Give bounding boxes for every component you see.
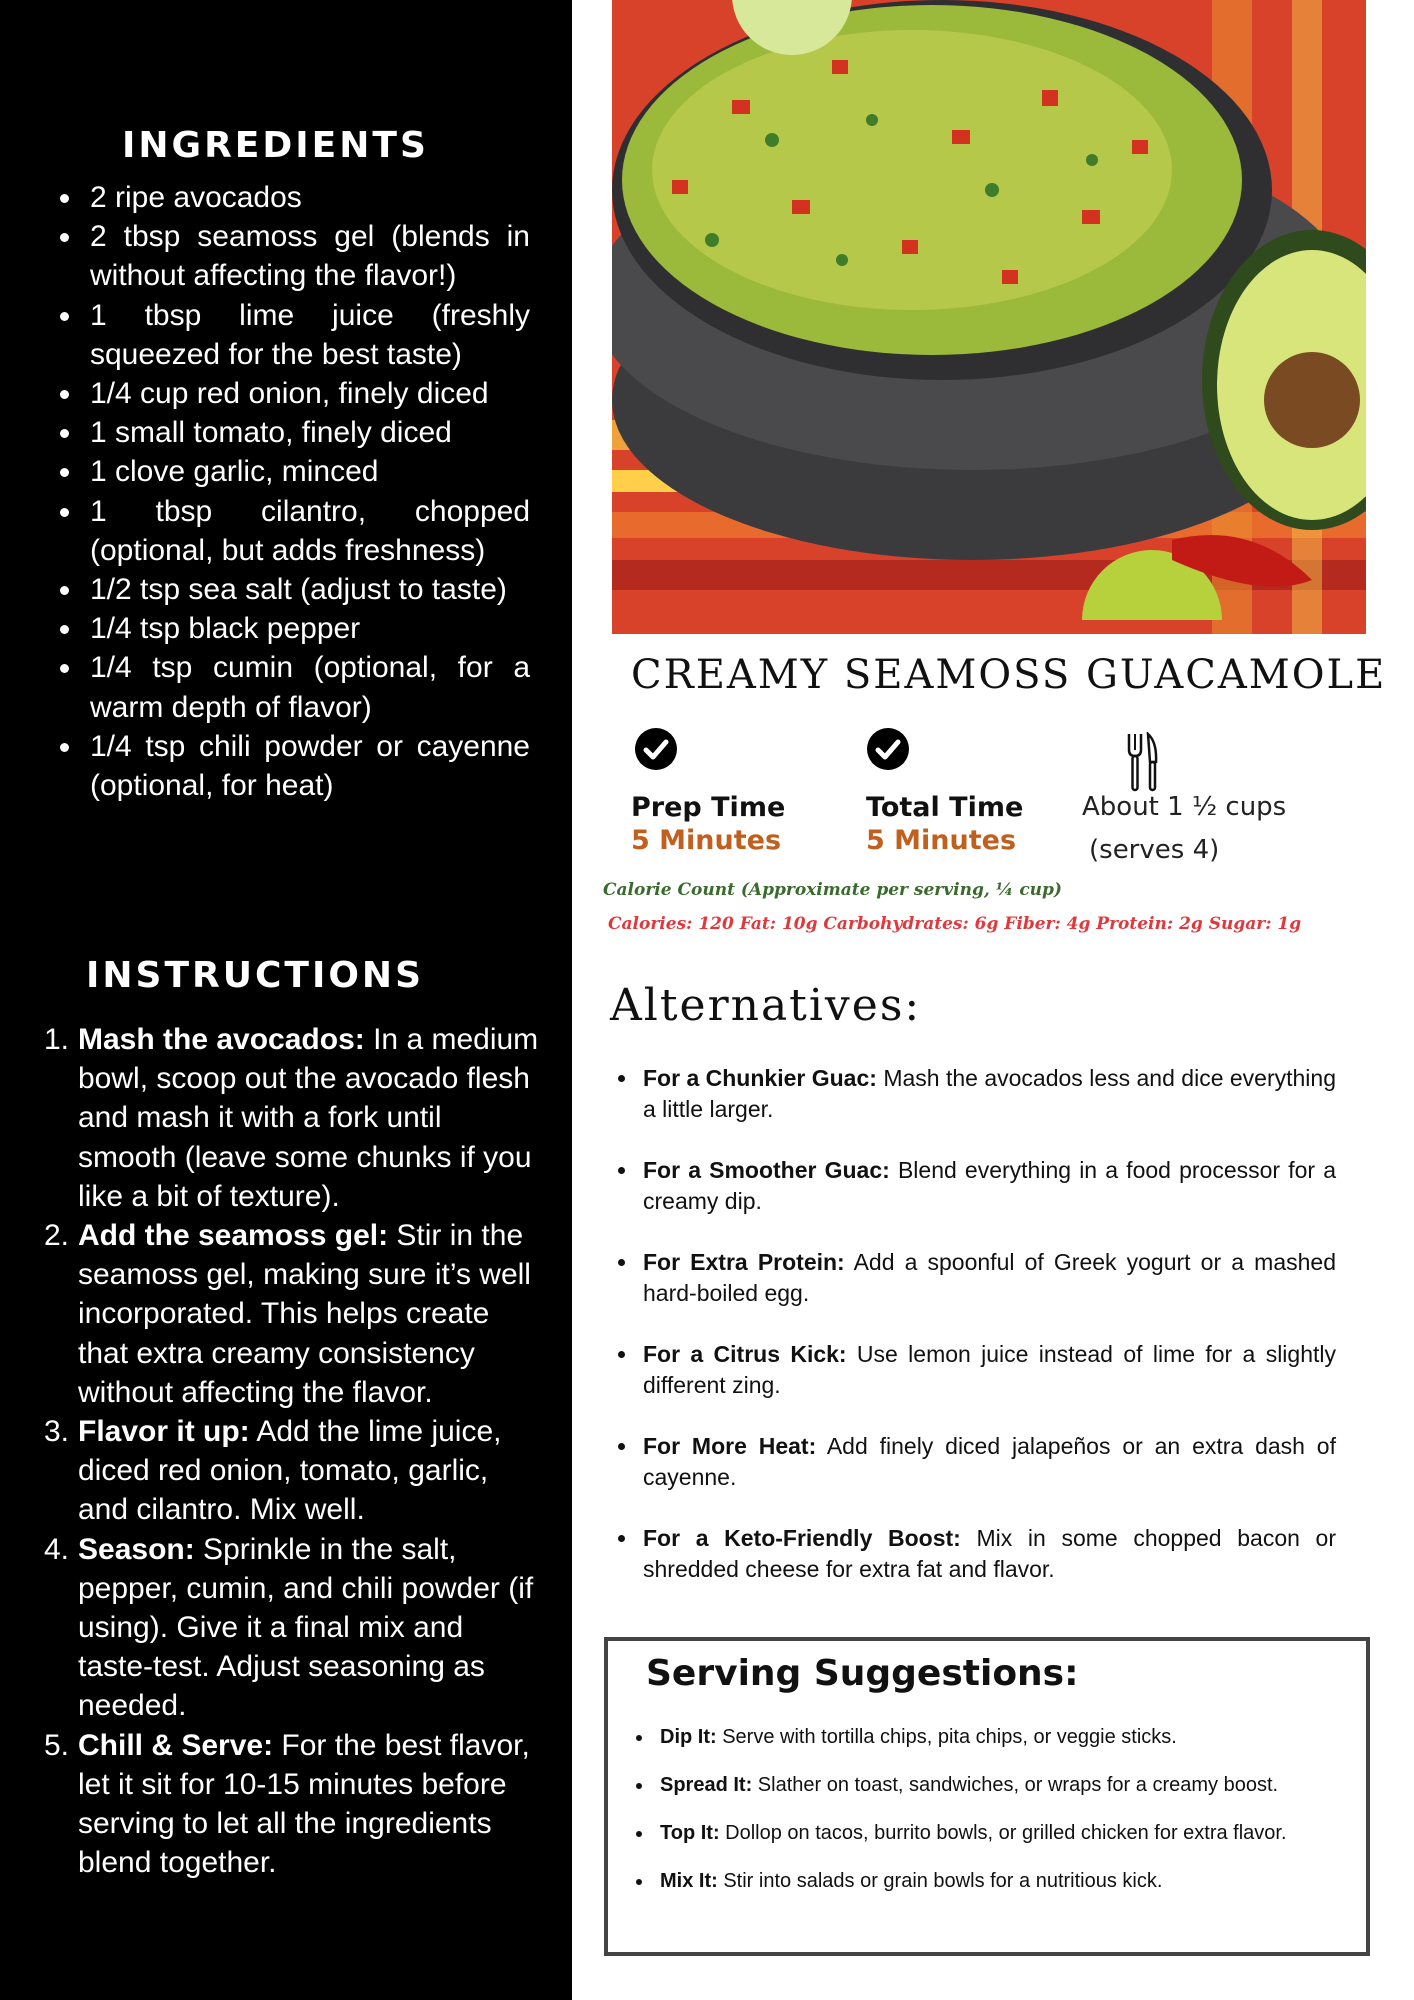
recipe-title: CREAMY SEAMOSS GUACAMOLE [631,652,1387,698]
ingredient-item: 1 tbsp lime juice (freshly squeezed for the best taste) [58,296,530,374]
alternative-title: For a Chunkier Guac: [643,1065,877,1091]
step-text: For the best flavor, let it sit for 10-15 minutes before serving to let all the ingredients blend together. [78,1728,530,1880]
instruction-step [44,1412,544,1530]
step-title: Flavor it up: [78,1415,250,1449]
ingredient-item: 1/4 tsp chili powder or cayenne (optional, for heat) [58,727,530,805]
step-title: Add the seamoss gel: [78,1219,389,1253]
serving-title: Dip It: [660,1726,717,1748]
guacamole-illustration [612,0,1366,634]
alternative-item [614,1339,1336,1401]
serving-item [632,1773,1372,1797]
prep-time-label: Prep Time [631,792,786,823]
fork-knife-icon [1126,732,1160,792]
step-number: 3. [44,1415,70,1449]
step-number: 4. [44,1532,70,1566]
calorie-values: Calories: 120 Fat: 10g Carbohydrates: 6g Fiber: 4g Protein: 2g Sugar: 1g [608,914,1302,934]
instruction-step [44,1020,544,1216]
alternative-text: Mash the avocados less and dice everything a little larger. [643,1065,1336,1122]
alternatives-heading: Alternatives: [610,980,922,1031]
serving-suggestions-list [632,1725,1372,1917]
serving-text: Stir into salads or grain bowls for a nutritious kick. [717,1870,1163,1892]
serving-title: Spread It: [660,1774,753,1796]
ingredient-item: 1/2 tsp sea salt (adjust to taste) [58,570,530,609]
serving-item [632,1821,1372,1845]
serving-text: Slather on toast, sandwiches, or wraps for a creamy boost. [752,1774,1279,1796]
alternative-item [614,1155,1336,1217]
total-time-label: Total Time [866,792,1024,823]
left-panel [0,0,572,2000]
yield-servings: (serves 4) [1089,835,1220,865]
serving-item [632,1725,1372,1749]
yield-amount: About 1 ½ cups [1082,792,1287,822]
alternative-item [614,1523,1336,1585]
ingredient-item: 1 clove garlic, minced [58,452,530,491]
step-text: Stir in the seamoss gel, making sure it’s well incorporated. This helps create that extra creamy consistency without affecting the flavor. [78,1219,531,1409]
alternative-text: Mix in some chopped bacon or shredded cheese for extra fat and flavor. [643,1525,1337,1582]
step-text: Sprinkle in the salt, pepper, cumin, and chili powder (if using). Give it a final mix and taste-test. Adjust seasoning as needed. [78,1532,534,1723]
ingredient-item: 1 small tomato, finely diced [58,413,530,452]
serving-suggestions-heading: Serving Suggestions: [646,1653,1079,1694]
ingredient-item: 1/4 cup red onion, finely diced [58,374,530,413]
serving-title: Top It: [660,1822,720,1844]
step-number: 5. [44,1728,70,1762]
ingredient-item: 1/4 tsp cumin (optional, for a warm depth of flavor) [58,648,530,726]
check-circle-icon [635,728,677,770]
instruction-step [44,1726,544,1883]
total-time-value: 5 Minutes [866,825,1017,856]
alternative-item [614,1431,1336,1493]
ingredient-item: 2 ripe avocados [58,178,530,217]
alternative-item [614,1247,1336,1309]
alternatives-list [614,1063,1336,1615]
alternative-title: For Extra Protein: [643,1249,845,1275]
instruction-step [44,1530,544,1726]
ingredients-list [58,178,530,805]
step-text: In a medium bowl, scoop out the avocado flesh and mash it with a fork until smooth (leave some chunks if you like a bit of texture). [78,1023,539,1213]
alternative-title: For More Heat: [643,1433,817,1459]
serving-item [632,1869,1372,1893]
alternative-title: For a Smoother Guac: [643,1157,890,1183]
step-number: 2. [44,1219,70,1253]
serving-text: Dollop on tacos, burrito bowls, or grilled chicken for extra flavor. [719,1822,1287,1844]
step-text: Add the lime juice, diced red onion, tomato, garlic, and cilantro. Mix well. [78,1415,502,1527]
alternative-item [614,1063,1336,1125]
calorie-heading: Calorie Count (Approximate per serving, ¼ cup) [603,880,1062,900]
step-title: Chill & Serve: [78,1728,274,1762]
guacamole-photo [612,0,1366,634]
serving-text: Serve with tortilla chips, pita chips, or veggie sticks. [716,1726,1177,1748]
instructions-heading: INSTRUCTIONS [86,955,424,996]
step-title: Mash the avocados: [78,1023,365,1056]
ingredient-item: 1 tbsp cilantro, chopped (optional, but adds freshness) [58,492,530,570]
instructions-list [44,1020,544,1882]
alternative-text: Blend everything in a food processor for a creamy dip. [643,1157,1336,1214]
serving-title: Mix It: [660,1870,718,1892]
ingredient-item: 1/4 tsp black pepper [58,609,530,648]
alternative-text: Add a spoonful of Greek yogurt or a mashed hard-boiled egg. [643,1249,1336,1306]
instruction-step [44,1216,544,1412]
ingredient-item: 2 tbsp seamoss gel (blends in without affecting the flavor!) [58,217,530,295]
ingredients-heading: INGREDIENTS [122,125,429,166]
serving-suggestions-box [604,1637,1370,1956]
step-title: Season: [78,1532,195,1566]
step-number: 1. [44,1023,70,1056]
prep-time-value: 5 Minutes [631,825,782,856]
alternative-text: Use lemon juice instead of lime for a slightly different zing. [643,1341,1336,1398]
alternative-title: For a Keto-Friendly Boost: [643,1525,961,1551]
check-circle-icon [867,728,909,770]
alternative-title: For a Citrus Kick: [643,1341,847,1367]
alternative-text: Add finely diced jalapeños or an extra dash of cayenne. [643,1433,1336,1490]
